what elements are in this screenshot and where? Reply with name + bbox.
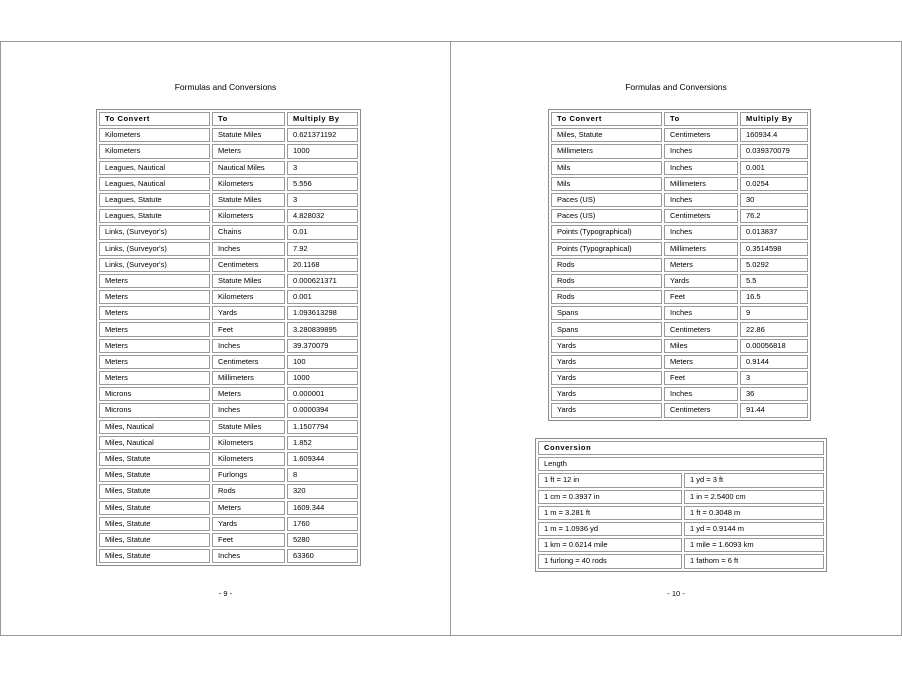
- table-cell: Inches: [664, 387, 738, 401]
- table-row: [538, 522, 824, 536]
- table-cell: Statute Miles: [212, 128, 285, 142]
- table-cell: Kilometers: [99, 144, 210, 158]
- table-cell: 0.0000394: [287, 403, 358, 417]
- table-cell: Meters: [99, 355, 210, 369]
- table-row: [551, 242, 808, 256]
- column-header: To: [212, 112, 285, 126]
- table-cell: Inches: [664, 225, 738, 239]
- table-cell: Millimeters: [664, 242, 738, 256]
- table-row: [99, 387, 358, 401]
- table-row: [99, 258, 358, 272]
- table-row: [551, 322, 808, 336]
- table-cell: Yards: [551, 387, 662, 401]
- table-cell: Yards: [212, 306, 285, 320]
- table-cell: Paces (US): [551, 193, 662, 207]
- table-cell: Statute Miles: [212, 420, 285, 434]
- table-cell: 0.3514598: [740, 242, 808, 256]
- table-row: [99, 177, 358, 191]
- column-header: To Convert: [99, 112, 210, 126]
- table-cell: 1 ft = 0.3048 m: [684, 506, 824, 520]
- column-header: To Convert: [551, 112, 662, 126]
- table-cell: Rods: [212, 484, 285, 498]
- table-cell: 76.2: [740, 209, 808, 223]
- table-cell: 1609.344: [287, 501, 358, 515]
- table-cell: Inches: [664, 193, 738, 207]
- table-cell: 8: [287, 468, 358, 482]
- table-row: [551, 306, 808, 320]
- table-body: [551, 128, 808, 417]
- table-cell: 0.000621371: [287, 274, 358, 288]
- column-header: Multiply By: [740, 112, 808, 126]
- table-cell: Statute Miles: [212, 274, 285, 288]
- table-cell: Miles, Nautical: [99, 436, 210, 450]
- table-cell: 1 mile = 1.6093 km: [684, 538, 824, 552]
- table-cell: Miles, Nautical: [99, 420, 210, 434]
- table-row: [551, 274, 808, 288]
- table-cell: 1 km = 0.6214 mile: [538, 538, 682, 552]
- table-cell: Centimeters: [664, 403, 738, 417]
- table-cell: Meters: [99, 322, 210, 336]
- table-row: [551, 290, 808, 304]
- table-cell: 4.828032: [287, 209, 358, 223]
- table-row: [99, 436, 358, 450]
- table-subheader-row: [538, 457, 824, 471]
- table-cell: Feet: [664, 371, 738, 385]
- page-title: Formulas and Conversions: [625, 82, 727, 92]
- table-cell: Miles, Statute: [551, 128, 662, 142]
- table-cell: Miles, Statute: [99, 468, 210, 482]
- table-cell: Rods: [551, 258, 662, 272]
- table-cell: 0.621371192: [287, 128, 358, 142]
- table-cell: Meters: [664, 258, 738, 272]
- table-cell: 5.556: [287, 177, 358, 191]
- table-cell: Meters: [99, 371, 210, 385]
- table-body: [99, 128, 358, 563]
- table-cell: 9: [740, 306, 808, 320]
- table-cell: 100: [287, 355, 358, 369]
- table-cell: 22.86: [740, 322, 808, 336]
- table-cell: Miles, Statute: [99, 533, 210, 547]
- table-cell: Leagues, Statute: [99, 193, 210, 207]
- table-row: [551, 177, 808, 191]
- table-row: [99, 533, 358, 547]
- table-header-row: [538, 441, 824, 455]
- table-row: [538, 538, 824, 552]
- table-cell: Centimeters: [664, 322, 738, 336]
- table-cell: Leagues, Nautical: [99, 161, 210, 175]
- table-row: [99, 242, 358, 256]
- table-cell: 5280: [287, 533, 358, 547]
- table-row: [99, 306, 358, 320]
- table-cell: Miles, Statute: [99, 501, 210, 515]
- table-cell: Links, (Surveyor's): [99, 242, 210, 256]
- table-cell: Millimeters: [551, 144, 662, 158]
- table-cell: Inches: [212, 339, 285, 353]
- table-cell: Inches: [212, 242, 285, 256]
- table-row: [99, 371, 358, 385]
- table-cell: 3.280839895: [287, 322, 358, 336]
- page-title: Formulas and Conversions: [174, 82, 277, 92]
- table-row: [551, 355, 808, 369]
- table-cell: Miles, Statute: [99, 549, 210, 563]
- table-cell: Centimeters: [664, 128, 738, 142]
- table-row: [99, 144, 358, 158]
- table-row: [551, 225, 808, 239]
- table-cell: Rods: [551, 290, 662, 304]
- table-cell: Furlongs: [212, 468, 285, 482]
- table-row: [99, 549, 358, 563]
- table-row: [99, 403, 358, 417]
- table-cell: 20.1168: [287, 258, 358, 272]
- table-cell: Kilometers: [212, 177, 285, 191]
- table-cell: 1000: [287, 371, 358, 385]
- table-cell: 5.0292: [740, 258, 808, 272]
- column-header: Multiply By: [287, 112, 358, 126]
- table-cell: Spans: [551, 306, 662, 320]
- table-row: [551, 144, 808, 158]
- table-cell: Links, (Surveyor's): [99, 258, 210, 272]
- table-cell: Meters: [212, 144, 285, 158]
- table-row: [551, 371, 808, 385]
- table-header-row: [551, 112, 808, 126]
- table-row: [551, 339, 808, 353]
- table-cell: Yards: [551, 339, 662, 353]
- table-cell: 0.00056818: [740, 339, 808, 353]
- table-cell: Feet: [212, 322, 285, 336]
- table-row: [99, 274, 358, 288]
- table-cell: Kilometers: [212, 290, 285, 304]
- table-cell: 0.0254: [740, 177, 808, 191]
- table-cell: Meters: [99, 306, 210, 320]
- table-cell: 1 yd = 0.9144 m: [684, 522, 824, 536]
- table-row: [99, 225, 358, 239]
- table-cell: 3: [287, 161, 358, 175]
- table-cell: Yards: [551, 371, 662, 385]
- table-cell: Kilometers: [212, 452, 285, 466]
- conversion-header: Conversion: [538, 441, 824, 455]
- table-cell: Centimeters: [212, 355, 285, 369]
- table-cell: 63360: [287, 549, 358, 563]
- table-cell: 0.039370079: [740, 144, 808, 158]
- table-cell: Meters: [212, 501, 285, 515]
- table-cell: 7.92: [287, 242, 358, 256]
- table-row: [99, 452, 358, 466]
- table-cell: 16.5: [740, 290, 808, 304]
- conversion-table-right: [548, 109, 811, 421]
- table-cell: Millimeters: [664, 177, 738, 191]
- table-row: [551, 193, 808, 207]
- table-cell: Miles, Statute: [99, 452, 210, 466]
- conversion-subheader: Length: [538, 457, 824, 471]
- table-row: [551, 161, 808, 175]
- table-cell: Yards: [551, 403, 662, 417]
- length-conversion-table: [535, 438, 827, 572]
- table-cell: Inches: [664, 306, 738, 320]
- table-row: [551, 209, 808, 223]
- table-cell: Inches: [664, 161, 738, 175]
- table-cell: 1 m = 1.0936 yd: [538, 522, 682, 536]
- table-cell: 1 in = 2.5400 cm: [684, 490, 824, 504]
- table-cell: 1 yd = 3 ft: [684, 473, 824, 487]
- table-cell: Statute Miles: [212, 193, 285, 207]
- table-cell: Miles: [664, 339, 738, 353]
- table-row: [99, 501, 358, 515]
- page-number: - 10 -: [667, 589, 685, 598]
- table-row: [551, 387, 808, 401]
- table-cell: 0.001: [287, 290, 358, 304]
- table-body: [538, 473, 824, 568]
- table-row: [99, 355, 358, 369]
- page-right: [450, 41, 902, 636]
- page-left: [0, 41, 451, 636]
- table-cell: Microns: [99, 403, 210, 417]
- table-cell: 1 furlong = 40 rods: [538, 554, 682, 568]
- table-cell: Yards: [551, 355, 662, 369]
- table-cell: Meters: [99, 274, 210, 288]
- table-row: [99, 484, 358, 498]
- table-cell: 1.093613298: [287, 306, 358, 320]
- table-cell: 1.1507794: [287, 420, 358, 434]
- table-cell: Centimeters: [664, 209, 738, 223]
- table-cell: Kilometers: [212, 209, 285, 223]
- table-cell: Kilometers: [99, 128, 210, 142]
- table-cell: 1.852: [287, 436, 358, 450]
- table-row: [551, 258, 808, 272]
- table-row: [551, 403, 808, 417]
- table-row: [99, 161, 358, 175]
- table-cell: 1 fathom = 6 ft: [684, 554, 824, 568]
- table-row: [99, 128, 358, 142]
- table-cell: Spans: [551, 322, 662, 336]
- table-cell: 1 ft = 12 in: [538, 473, 682, 487]
- table-cell: Leagues, Statute: [99, 209, 210, 223]
- table-row: [538, 506, 824, 520]
- table-row: [99, 193, 358, 207]
- table-cell: Miles, Statute: [99, 484, 210, 498]
- table-cell: 160934.4: [740, 128, 808, 142]
- table-cell: 91.44: [740, 403, 808, 417]
- table-cell: Miles, Statute: [99, 517, 210, 531]
- table-cell: 0.013837: [740, 225, 808, 239]
- table-cell: 320: [287, 484, 358, 498]
- table-cell: Points (Typographical): [551, 242, 662, 256]
- table-cell: Inches: [212, 403, 285, 417]
- table-cell: Microns: [99, 387, 210, 401]
- table-cell: 1000: [287, 144, 358, 158]
- table-row: [99, 322, 358, 336]
- table-row: [99, 290, 358, 304]
- table-row: [538, 554, 824, 568]
- conversion-table-left: [96, 109, 361, 566]
- table-row: [99, 339, 358, 353]
- table-cell: Points (Typographical): [551, 225, 662, 239]
- table-cell: Feet: [212, 533, 285, 547]
- table-cell: Inches: [664, 144, 738, 158]
- table-cell: 0.001: [740, 161, 808, 175]
- page-number: - 9 -: [218, 589, 233, 598]
- table-cell: 36: [740, 387, 808, 401]
- table-cell: 39.370079: [287, 339, 358, 353]
- table-cell: Meters: [664, 355, 738, 369]
- table-cell: 0.000001: [287, 387, 358, 401]
- table-cell: Kilometers: [212, 436, 285, 450]
- table-cell: Chains: [212, 225, 285, 239]
- column-header: To: [664, 112, 738, 126]
- table-cell: Centimeters: [212, 258, 285, 272]
- table-cell: Inches: [212, 549, 285, 563]
- table-row: [551, 128, 808, 142]
- table-cell: 0.01: [287, 225, 358, 239]
- table-cell: Yards: [664, 274, 738, 288]
- table-row: [99, 209, 358, 223]
- table-cell: Leagues, Nautical: [99, 177, 210, 191]
- table-cell: Links, (Surveyor's): [99, 225, 210, 239]
- table-cell: Yards: [212, 517, 285, 531]
- table-row: [538, 490, 824, 504]
- table-cell: Meters: [99, 339, 210, 353]
- table-cell: 5.5: [740, 274, 808, 288]
- table-cell: 3: [740, 371, 808, 385]
- table-cell: Mils: [551, 177, 662, 191]
- table-cell: Meters: [99, 290, 210, 304]
- table-cell: 1.609344: [287, 452, 358, 466]
- table-cell: 1 m = 3.281 ft: [538, 506, 682, 520]
- table-cell: Nautical Miles: [212, 161, 285, 175]
- table-row: [99, 468, 358, 482]
- table-row: [538, 473, 824, 487]
- table-cell: 1 cm = 0.3937 in: [538, 490, 682, 504]
- table-row: [99, 517, 358, 531]
- table-row: [99, 420, 358, 434]
- table-cell: 0.9144: [740, 355, 808, 369]
- table-cell: Meters: [212, 387, 285, 401]
- table-cell: Rods: [551, 274, 662, 288]
- table-cell: Feet: [664, 290, 738, 304]
- table-cell: 3: [287, 193, 358, 207]
- table-cell: 1760: [287, 517, 358, 531]
- table-cell: Millimeters: [212, 371, 285, 385]
- table-header-row: [99, 112, 358, 126]
- table-cell: Mils: [551, 161, 662, 175]
- table-cell: Paces (US): [551, 209, 662, 223]
- table-cell: 30: [740, 193, 808, 207]
